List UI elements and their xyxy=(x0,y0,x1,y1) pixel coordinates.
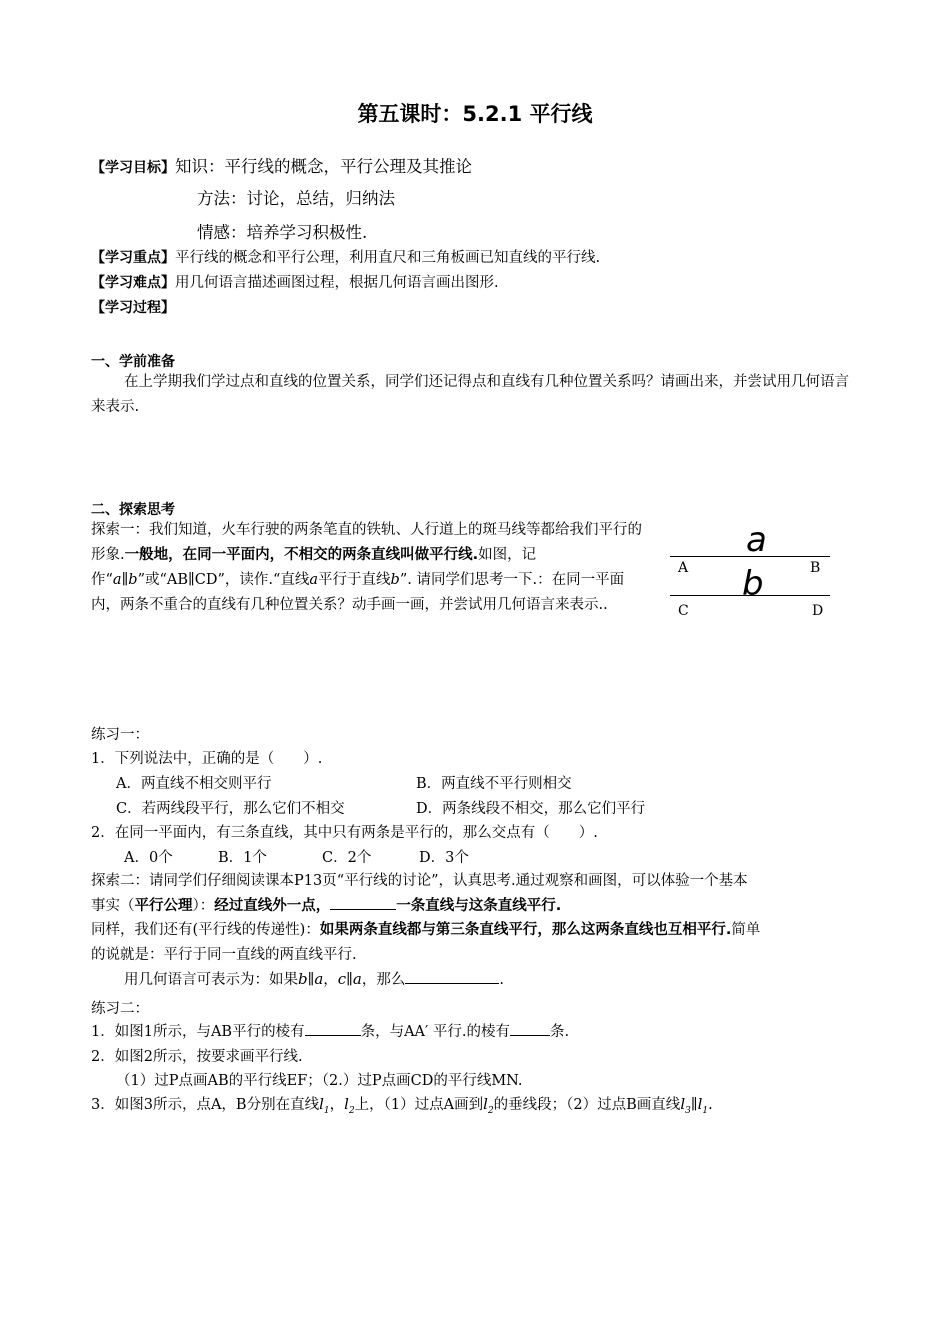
exercise1-q2-option-a: A．0个 xyxy=(124,850,173,866)
q1-blank-1[interactable] xyxy=(305,1020,361,1036)
exercise1-title: 练习一： xyxy=(91,727,149,743)
figure-point-b: B xyxy=(810,560,821,576)
key-points-text: 平行线的概念和平行公理，利用直尺和三角板画已知直线的平行线. xyxy=(175,250,601,266)
figure-point-d: D xyxy=(812,603,824,619)
figure-point-c: C xyxy=(678,603,689,619)
explore2-line2 xyxy=(91,894,561,915)
parallel-definition: 一般地，在同一平面内，不相交的两条直线叫做平行线. xyxy=(124,547,479,563)
q1-blank-2[interactable] xyxy=(510,1020,550,1036)
exercise2-q3-a: 3．如图3所示，点A，B分别在直线 xyxy=(91,1097,320,1113)
notation-a: a xyxy=(112,572,122,588)
var-c: c xyxy=(337,970,347,988)
section1-heading: 一、学前准备 xyxy=(91,354,175,370)
objectives-line xyxy=(91,153,472,177)
notation-a-2: a xyxy=(309,572,319,588)
key-points-tag: 【学习重点】 xyxy=(91,250,175,266)
explore2-line3 xyxy=(91,918,760,939)
exercise1-q1: 1．下列说法中，正确的是（ ）. xyxy=(91,751,323,767)
parallel-axiom-label: 平行公理 xyxy=(134,898,193,914)
exercise2-q3-e: ∥ xyxy=(690,1097,698,1113)
difficulties-text: 用几何语言描述画图过程，根据几何语言画出图形. xyxy=(175,275,499,291)
section2-p1-end: ”. 请同学们思考一下.：在同一平面内，两条不重合的直线有几种位置关系？动手画一画，并尝试用几何语言来表示.. xyxy=(91,572,625,613)
exercise2-q3 xyxy=(91,1093,713,1116)
explore2-line3-a: 同样，我们还有(平行线的传递性)： xyxy=(91,922,320,938)
difficulties-tag: 【学习难点】 xyxy=(91,275,175,291)
var-l1: $l_1$ xyxy=(319,1095,330,1116)
explore2-line2-d: 经过直线外一点， xyxy=(214,898,331,914)
section1-text: 在上学期我们学过点和直线的位置关系，同学们还记得点和直线有几种位置关系吗？请画出来，并尝试用几何语言来表示. xyxy=(91,374,849,415)
exercise2-q1-a: 1．如图1所示，与AB平行的棱有 xyxy=(91,1024,305,1040)
comma-1: ， xyxy=(323,972,338,988)
exercise1-q2-option-c: C．2个 xyxy=(322,850,372,866)
explore2-line1: 探索二：请同学们仔细阅读课本P13页“平行线的讨论”，认真思考.通过观察和画图，可以体验一个基本 xyxy=(91,873,748,889)
notation-b: b xyxy=(128,572,138,588)
exercise2-q3-c: 上，（1）过点A画到 xyxy=(354,1097,484,1113)
parallel-symbol-2: ∥ xyxy=(346,972,353,988)
section2-p1-mid2: 平行于直线 xyxy=(318,572,391,588)
exercise2-q3-f: . xyxy=(708,1097,713,1113)
parallel-symbol-1: ∥ xyxy=(307,972,315,988)
exercise2-q1-b: 条，与AA′ 平行.的棱有 xyxy=(360,1024,511,1040)
explore2-line5-a: 用几何语言可表示为：如果 xyxy=(124,972,298,988)
var-a: a xyxy=(314,970,324,988)
page-title: 第五课时：5.2.1 平行线 xyxy=(357,102,593,126)
exercise2-title: 练习二： xyxy=(91,1001,149,1017)
var-l3: $l_3$ xyxy=(680,1095,691,1116)
difficulties-line xyxy=(91,271,499,292)
objectives-emotion: 情感：培养学习积极性. xyxy=(197,223,368,242)
explore2-line2-e: 一条直线与这条直线平行. xyxy=(396,898,562,914)
exercise1-q1-option-b: B．两直线不平行则相交 xyxy=(416,776,572,792)
exercise2-q3-b: ， xyxy=(329,1097,345,1113)
section2-p1-after: 如图，记作“ xyxy=(91,547,537,588)
exercise1-q2-option-b: B．1个 xyxy=(218,850,267,866)
var-l2-b: $l_2$ xyxy=(483,1095,494,1116)
explore2-line3-c: 简单 xyxy=(731,922,761,938)
var-a-2: a xyxy=(352,970,362,988)
process-tag: 【学习过程】 xyxy=(91,300,175,316)
var-b: b xyxy=(298,970,308,988)
explore2-line5-i: ，那么 xyxy=(361,972,406,988)
exercise2-q3-d: 的垂线段；（2）过点B画直线 xyxy=(493,1097,681,1113)
objectives-tag: 【学习目标】 xyxy=(91,160,175,176)
exercise2-q1-c: 条. xyxy=(550,1024,570,1040)
notation-b-2: b xyxy=(390,572,400,588)
section2-p1-mid: ”或“AB∥CD”，读作.“直线 xyxy=(137,572,310,588)
figure-label-a: a xyxy=(746,520,767,560)
explore2-line4: 的说就是：平行于同一直线的两直线平行. xyxy=(91,947,357,963)
explore2-line2-a: 事实（ xyxy=(91,898,135,914)
axiom-blank[interactable] xyxy=(330,894,396,910)
exercise1-q1-option-c: C．若两线段平行，那么它们不相交 xyxy=(116,801,345,817)
explore2-line5-j: . xyxy=(499,972,504,988)
var-l1-b: $l_1$ xyxy=(697,1095,709,1116)
section2-p1: 探索一：我们知道，火车行驶的两条笔直的铁轨、人行道上的斑马线等都给我们平行的形象. xyxy=(91,522,642,563)
figure-point-a: A xyxy=(678,560,689,576)
transitivity-statement: 如果两条直线都与第三条直线平行，那么这两条直线也互相平行. xyxy=(319,922,732,938)
key-points-line xyxy=(91,246,600,267)
section2-paragraph xyxy=(91,518,653,618)
exercise1-q2: 2．在同一平面内，有三条直线，其中只有两条是平行的，那么交点有（ ）. xyxy=(91,825,598,841)
exercise1-q2-option-d: D．3个 xyxy=(419,850,469,866)
parallel-lines-figure xyxy=(668,520,833,628)
parallel-symbol: ∥ xyxy=(121,572,129,588)
conclusion-blank[interactable] xyxy=(405,968,499,984)
exercise2-q2: 2．如图2所示，按要求画平行线. xyxy=(91,1049,303,1065)
exercise2-q2-sub: （1）过P点画AB的平行线EF；（2.）过P点画CD的平行线MN. xyxy=(116,1073,523,1089)
exercise2-q1 xyxy=(91,1020,569,1041)
var-l2: $l_2$ xyxy=(344,1095,355,1116)
exercise1-q1-option-d: D．两条线段不相交，那么它们平行 xyxy=(416,801,646,817)
section2-heading: 二、探索思考 xyxy=(91,502,175,518)
exercise1-q1-option-a: A．两直线不相交则平行 xyxy=(116,776,272,792)
explore2-line5 xyxy=(124,968,504,989)
explore2-line2-c: ）： xyxy=(192,898,215,914)
objectives-method: 方法：讨论，总结，归纳法 xyxy=(197,189,395,208)
figure-label-b: b xyxy=(742,564,764,604)
objectives-knowledge: 知识：平行线的概念，平行公理及其推论 xyxy=(175,157,472,176)
